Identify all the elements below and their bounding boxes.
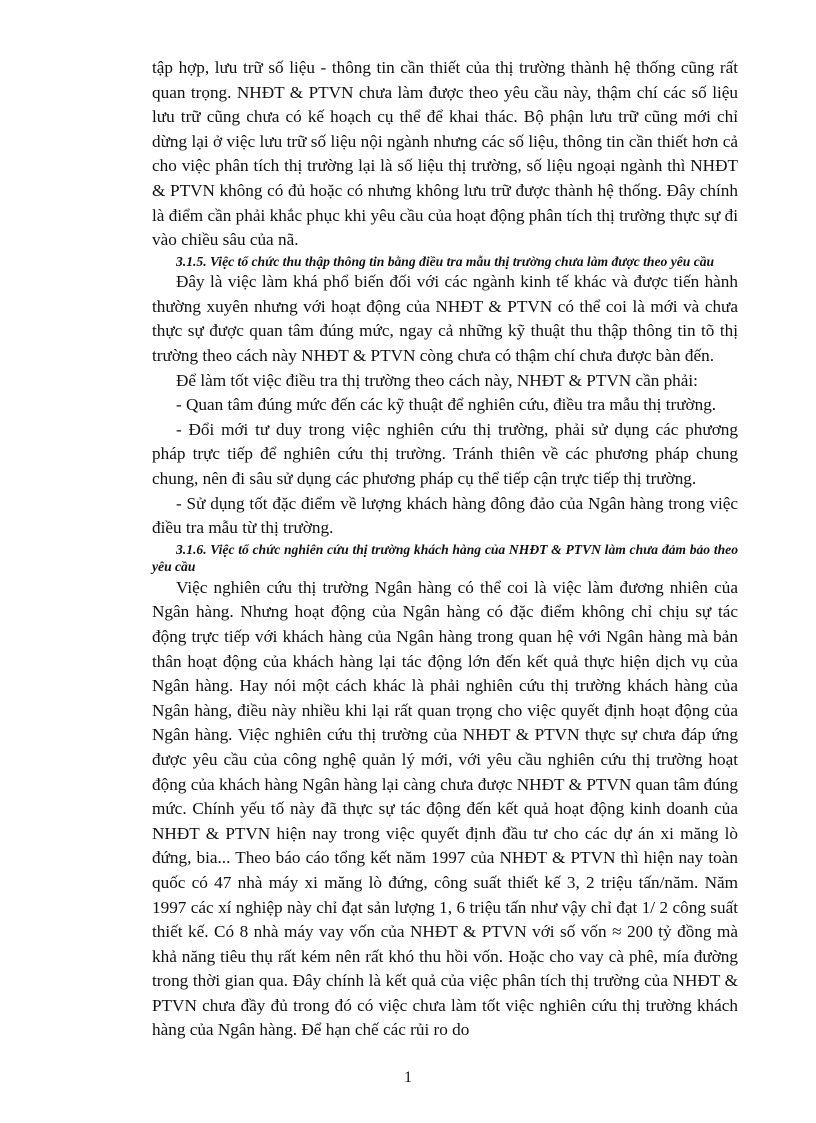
paragraph-customer-research: Việc nghiên cứu thị trường Ngân hàng có thể coi là việc làm đương nhiên của Ngân hàng. Nhưng hoạt động của Ngân hàng có đặc điểm không chỉ chịu sự tác động trực tiếp với khách hàng của Ngân hàng trong quan hệ với Ngân hàng mà bản thân hoạt động của khách hàng lại tác động lớn đến kết quả thực hiện dịch vụ của Ngân hàng. Hay nói một cách khác là phải nghiên cứu thị trường khách hàng của Ngân hàng, điều này nhiều khi lại rất quan trọng cho việc quyết định hoạt động của Ngân hàng. Việc nghiên cứu thị trường của NHĐT & PTVN thực sự chưa đáp ứng được yêu cầu của công nghệ quản lý mới, với yêu cầu nghiên cứu thị trường hoạt động của khách hàng Ngân hàng lại càng chưa được NHĐT & PTVN quan tâm đúng mức. Chính yếu tố này đã thực sự tác động đến kết quả hoạt động kinh doanh của NHĐT & PTVN hiện nay trong việc quyết định đầu tư cho các dự án xi măng lò đứng, bia... Theo báo cáo tổng kết năm 1997 của NHĐT & PTVN thì hiện nay toàn quốc có 47 nhà máy xi măng lò đứng, công suất thiết kế 3, 2 triệu tấn/năm. Năm 1997 các xí nghiệp này chỉ đạt sản lượng 1, 6 triệu tấn như vậy chỉ đạt 1/ 2 công suất thiết kế. Có 8 nhà máy vay vốn của NHĐT & PTVN với số vốn ≈ 200 tỷ đồng mà khả năng tiêu thụ rất kém nên rất khó thu hồi vốn. Hoặc cho vay cà phê, mía đường trong thời gian qua. Đây chính là kết quả của việc phân tích thị trường của NHĐT & PTVN chưa đầy đủ trong đó có việc chưa làm tốt việc nghiên cứu thị trường khách hàng của Ngân hàng. Để hạn chế các rủi ro do <box>152 577 738 1040</box>
document-body <box>152 56 738 1043</box>
paragraph-survey-intro: Đây là việc làm khá phổ biến đối với các ngành kinh tế khác và được tiến hành thường xuyên nhưng với hoạt động của NHĐT & PTVN có thể coi là mới và chưa thực sự được quan tâm đúng mức, ngay cả những kỹ thuật thu thập thông tin tõ thị trường theo cách này NHĐT & PTVN còng chưa có thậm chí chưa được bàn đến. <box>152 272 738 366</box>
list-item-customers: - Sử dụng tốt đặc điểm về lượng khách hàng đông đảo của Ngân hàng trong việc điều tra mẫu từ thị trường. <box>152 493 738 538</box>
paragraph-survey-requirements: Để làm tốt việc điều tra thị trường theo cách này, NHĐT & PTVN cần phải: <box>176 370 698 390</box>
list-item-techniques: - Quan tâm đúng mức đến các kỹ thuật để nghiên cứu, điều tra mẫu thị trường. <box>176 395 717 415</box>
section-heading-3-1-5: 3.1.5. Việc tổ chức thu thập thông tin bằng điều tra mẫu thị trường chưa làm được theo yêu cầu <box>176 253 715 269</box>
section-heading-3-1-6: 3.1.6. Việc tổ chức nghiên cứu thị trường khách hàng của NHĐT & PTVN làm chưa đảm bảo theo yêu cầu <box>152 541 738 575</box>
list-item-innovation: - Đổi mới tư duy trong việc nghiên cứu thị trường, phải sử dụng các phương pháp trực tiếp để nghiên cứu thị trường. Tránh thiên về các phương pháp chung chung, nên đi sâu sử dụng các phương pháp cụ thể tiếp cận trực tiếp thị trường. <box>152 419 738 488</box>
paragraph-data-storage: tập hợp, lưu trữ số liệu - thông tin cần thiết của thị trường thành hệ thống cũng rất quan trọng. NHĐT & PTVN chưa làm được theo yêu cầu này, thậm chí các số liệu lưu trữ cũng chưa có kế hoạch cụ thể để khai thác. Bộ phận lưu trữ cũng mới chỉ dừng lại ở việc lưu trữ số liệu nội ngành nhưng các số liệu, thông tin cần thiết hơn cả cho việc phân tích thị trường lại là số liệu thị trường, số liệu ngoại ngành thì NHĐT & PTVN không có đủ hoặc có nhưng không lưu trữ được thành hệ thống. Đây chính là điểm cần phải khắc phục khi yêu cầu của hoạt động phân tích thị trường thực sự đi vào chiều sâu của nã. <box>152 58 738 250</box>
page-number: 1 <box>404 1069 412 1086</box>
